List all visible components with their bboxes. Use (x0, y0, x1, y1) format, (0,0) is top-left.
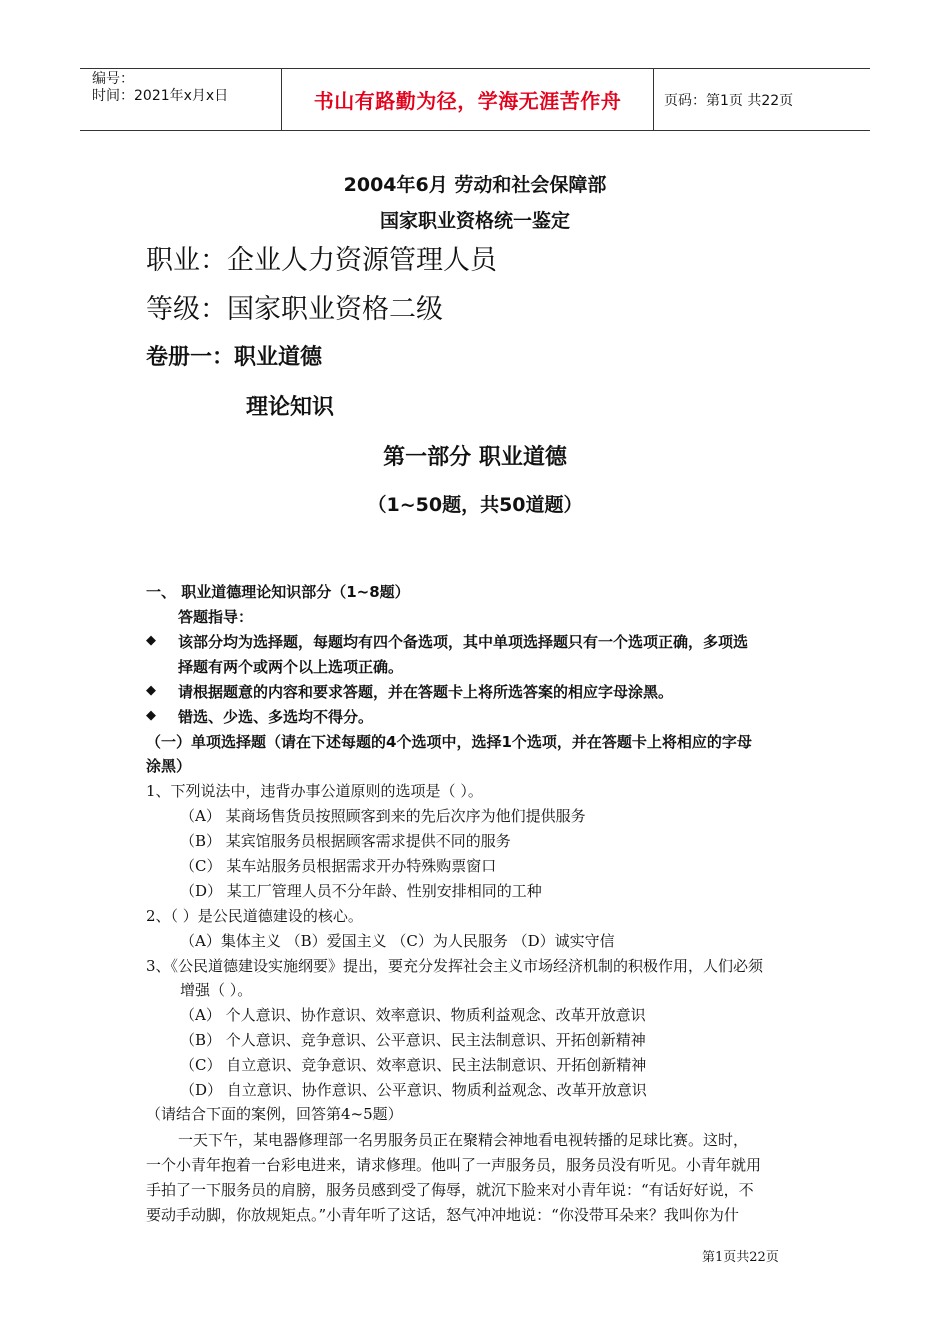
question-3-stem: 3、《公民道德建设实施纲要》提出，要充分发挥社会主义市场经济机制的积极作用，人们必须 (146, 957, 764, 975)
question-range: （1~50题，共50道题） (367, 494, 583, 516)
page-footer: 第1页共22页 (702, 1250, 779, 1265)
part-heading-text: 第一部分 职业道德 (383, 445, 567, 470)
header-info-cell (80, 69, 282, 130)
single-choice-heading-cont: 涂黑） (146, 757, 192, 775)
question-1-option-d: （D） 某工厂管理人员不分年龄、性别安排相同的工种 (180, 882, 542, 900)
time-label: 时间：2021年x月x日 (92, 88, 229, 104)
motto: 书山有路勤为径，学海无涯苦作舟 (313, 89, 622, 113)
question-1-option-a: （A） 某商场售货员按照顾客到来的先后次序为他们提供服务 (180, 807, 586, 825)
question-3-stem-cont: 增强（ ）。 (180, 981, 253, 999)
instruction-item: 请根据题意的内容和要求答题，并在答题卡上将所选答案的相应字母涂黑。 (178, 683, 674, 701)
title-line1: 2004年6月 劳动和社会保障部 (343, 174, 607, 196)
section-heading: 一、 职业道德理论知识部分（1~8题） (146, 583, 410, 601)
case-intro: （请结合下面的案例，回答第4~5题） (146, 1105, 403, 1123)
case-paragraph-line: 一个小青年抱着一台彩电进来，请求修理。他叫了一声服务员，服务员没有听见。小青年就用 (146, 1156, 762, 1174)
case-paragraph-line: 一天下午，某电器修理部一名男服务员正在聚精会神地看电视转播的足球比赛。这时， (178, 1131, 749, 1149)
diamond-bullet-icon: ◆ (146, 683, 156, 698)
theory-heading: 理论知识 (246, 395, 335, 420)
diamond-bullet-icon: ◆ (146, 708, 156, 723)
header-motto-cell (282, 69, 654, 130)
header-page-cell (654, 69, 870, 130)
title-line2: 国家职业资格统一鉴定 (379, 210, 570, 232)
instruction-item: 错选、少选、多选均不得分。 (178, 708, 374, 726)
level-heading: 等级：国家职业资格二级 (146, 294, 443, 325)
instruction-item-cont: 择题有两个或两个以上选项正确。 (178, 658, 404, 676)
diamond-bullet-icon: ◆ (146, 633, 156, 648)
question-3-option-d: （D） 自立意识、协作意识、公平意识、物质利益观念、改革开放意识 (180, 1081, 647, 1099)
question-2-stem: 2、（ ）是公民道德建设的核心。 (146, 907, 363, 925)
case-paragraph-line: 要动手动脚，你放规矩点。”小青年听了这话，怒气冲冲地说：“你没带耳朵来？我叫你为什 (146, 1206, 739, 1224)
question-3-option-b: （B） 个人意识、竞争意识、公平意识、民主法制意识、开拓创新精神 (180, 1031, 646, 1049)
question-1-option-b: （B） 某宾馆服务员根据顾客需求提供不同的服务 (180, 832, 511, 850)
instruction-item: 该部分均为选择题，每题均有四个备选项，其中单项选择题只有一个选项正确，多项选 (178, 633, 749, 651)
number-label: 编号： (92, 71, 134, 87)
question-2-options: （A）集体主义 （B）爱国主义 （C）为人民服务 （D）诚实守信 (180, 932, 615, 950)
question-3-option-a: （A） 个人意识、协作意识、效率意识、物质利益观念、改革开放意识 (180, 1006, 646, 1024)
volume-heading: 卷册一：职业道德 (146, 345, 323, 370)
part-heading (0, 440, 950, 471)
header-table (80, 68, 870, 131)
case-paragraph-line: 手拍了一下服务员的肩膀，服务员感到受了侮辱，就沉下脸来对小青年说：“有话好好说，不 (146, 1181, 754, 1199)
occupation-heading: 职业：企业人力资源管理人员 (146, 245, 497, 276)
single-choice-heading: （一）单项选择题（请在下述每题的4个选项中，选择1个选项，并在答题卡上将相应的字母 (146, 733, 752, 751)
question-3-option-c: （C） 自立意识、竞争意识、效率意识、民主法制意识、开拓创新精神 (180, 1056, 647, 1074)
question-1-option-c: （C） 某车站服务员根据需求开办特殊购票窗口 (180, 857, 497, 875)
question-1-stem: 1、下列说法中，违背办事公道原则的选项是（ ）。 (146, 782, 483, 800)
answer-guide-label: 答题指导： (178, 608, 254, 626)
page-code: 页码：第1页 共22页 (664, 92, 794, 109)
